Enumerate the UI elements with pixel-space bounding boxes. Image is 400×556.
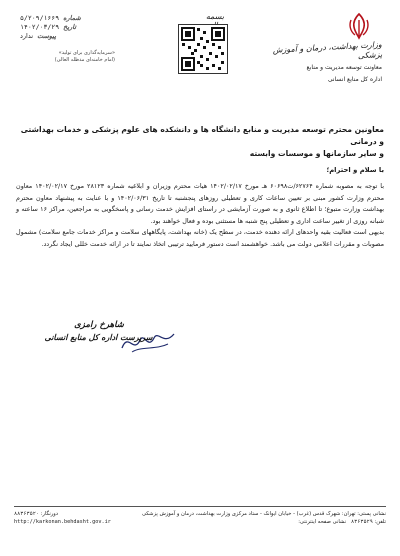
body-paragraph: بدیهی است فعالیت بقیه واحدهای ارائه دهنده خدمت، در سطح یک (خانه بهداشت، پایگاههای سلامت و مراکز خدمات جامع سلامت) مشمول مصوبات و مقررات اعلامی دولت می باشد. خواهشمند است دستور فرمایید ترتیبی اتخاذ نمایند تا در ارائه خدمت خللی ایجاد نگردد. xyxy=(16,228,384,248)
deputy-name: معاونت توسعه مدیریت و منابع xyxy=(306,64,382,71)
letter-footer xyxy=(14,510,386,526)
meta-date: تاریخ ۱۴۰۲/۰۳/۲۹ xyxy=(20,23,77,31)
addressee: معاونین محترم توسعه مدیریت و منابع دانشگاه ها و دانشکده های علوم پزشکی و خدمات بهداشتی و درمانی و سایر سازمانها و موسسات وابسته xyxy=(20,125,384,158)
ministry-calligraphy: وزارت بهداشت، درمان و آموزش پزشکی xyxy=(272,40,383,61)
department-name: اداره کل منابع انسانی xyxy=(327,76,382,83)
footer-row-address: نشانی پستی: تهران: شهرک قدس (غرب) - خیابان ایوانک - ستاد مرکزی وزارت بهداشت، درمان و آموزش پزشکی دورنگار: ۸۸۳۶۳۵۲۰ xyxy=(14,511,386,517)
bismillah: بسمه تعالی xyxy=(205,12,225,30)
footer-divider xyxy=(14,506,386,507)
footer-row-contact: تلفن: ۸۳۶۳۵۲۹ نشانی صفحه اینترنتی: http://karkonan.behdasht.gov.ir xyxy=(14,519,386,525)
signatory-title: سرپرست اداره کل منابع انسانی xyxy=(44,332,153,342)
meta-attachment: پیوست ندارد xyxy=(20,32,57,40)
signatory-name: شاهرخ رامزی xyxy=(74,320,124,330)
salutation: با سلام و احترام؛ xyxy=(326,166,384,174)
qr-code-icon xyxy=(178,24,228,74)
letter-body xyxy=(16,181,384,250)
body-paragraph: با توجه به مصوبه شماره ۶۲۷۶۴/ت۶۰۶۹۸ هـ مورخ ۱۴۰۲/۰۲/۱۷ هیات محترم وزیران و ابلاغیه شماره ۲۸۱۲۳ مورخ ۱۴۰۲/۰۲/۱۷ معاون محترم وزارت کشور مبنی بر تعیین ساعات کاری و تعطیلی روزهای پنجشنبه تا تاریخ ۱۴۰۲/۰۶/۳۱ و با عنایت به پیشنهاد معاون محترم بهداشت وزارت متبوع؛ تا اطلاع ثانوی و به صورت آزمایشی در راستای افزایش خدمت رسانی و پاسخگویی به مراجعین، مراکز ۱۶ ساعته و شبانه روزی از تغییر ساعت اداری و تعطیلی پنج شنبه ها مستثنی بوده و فعال خواهند بود. xyxy=(16,182,385,225)
letter-meta xyxy=(20,14,115,64)
ministry-block xyxy=(262,40,382,84)
meta-number: شماره ۵/۲۰۹/۱۶۶۹ xyxy=(20,14,81,22)
meta-slogan: «سرمایه‌گذاری برای تولید» (امام خامنه‌ای مدظله العالی) xyxy=(54,50,115,63)
iran-emblem-icon xyxy=(346,12,372,40)
website-link[interactable]: http://karkonan.behdasht.gov.ir xyxy=(14,519,111,525)
